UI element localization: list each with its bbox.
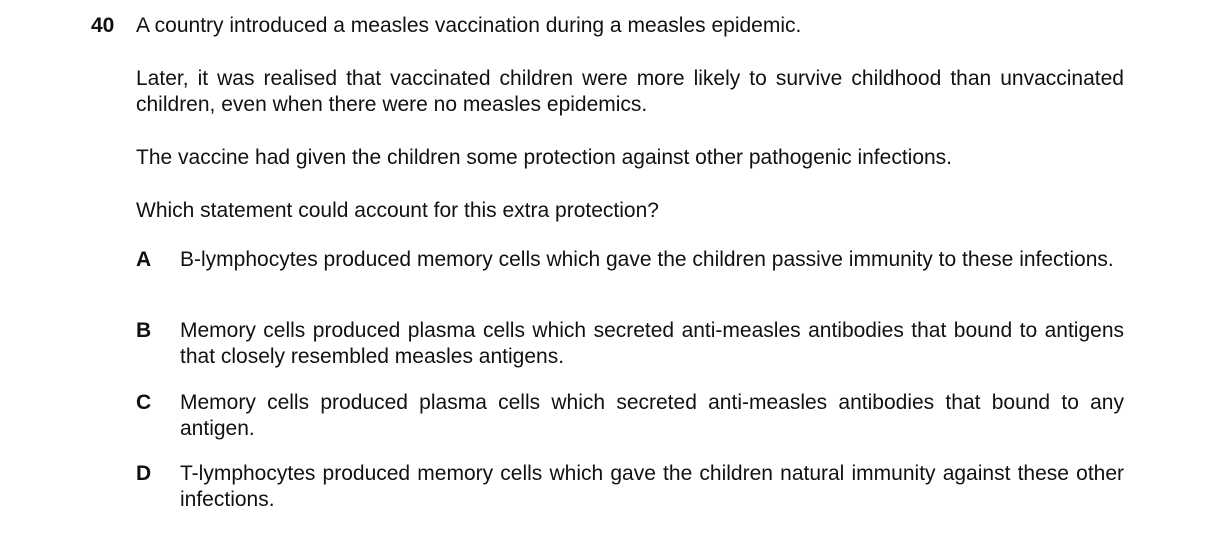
question-number: 40 (91, 14, 115, 37)
stem-paragraph-1: A country introduced a measles vaccination during a measles epidemic. (136, 14, 802, 37)
option-text: Memory cells produced plasma cells which secreted anti-measles antibodies that bound to any antigen. (180, 391, 1124, 440)
option-letter: C (136, 391, 152, 414)
option-text: B-lymphocytes produced memory cells which gave the children passive immunity to these infections. (180, 248, 1114, 271)
stem-paragraph-2: Later, it was realised that vaccinated children were more likely to survive childhood than unvaccinated children, even when there were no measles epidemics. (136, 67, 1124, 116)
option-text: T-lymphocytes produced memory cells which gave the children natural immunity against these other infections. (180, 462, 1124, 511)
option-letter: D (136, 462, 152, 485)
stem-paragraph-3: The vaccine had given the children some protection against other pathogenic infections. (136, 146, 953, 169)
question-prompt: Which statement could account for this extra protection? (136, 199, 659, 222)
option-letter: A (136, 248, 152, 271)
option-letter: B (136, 319, 152, 342)
option-text: Memory cells produced plasma cells which secreted anti-measles antibodies that bound to antigens that closely resembled measles antigens. (180, 319, 1124, 368)
